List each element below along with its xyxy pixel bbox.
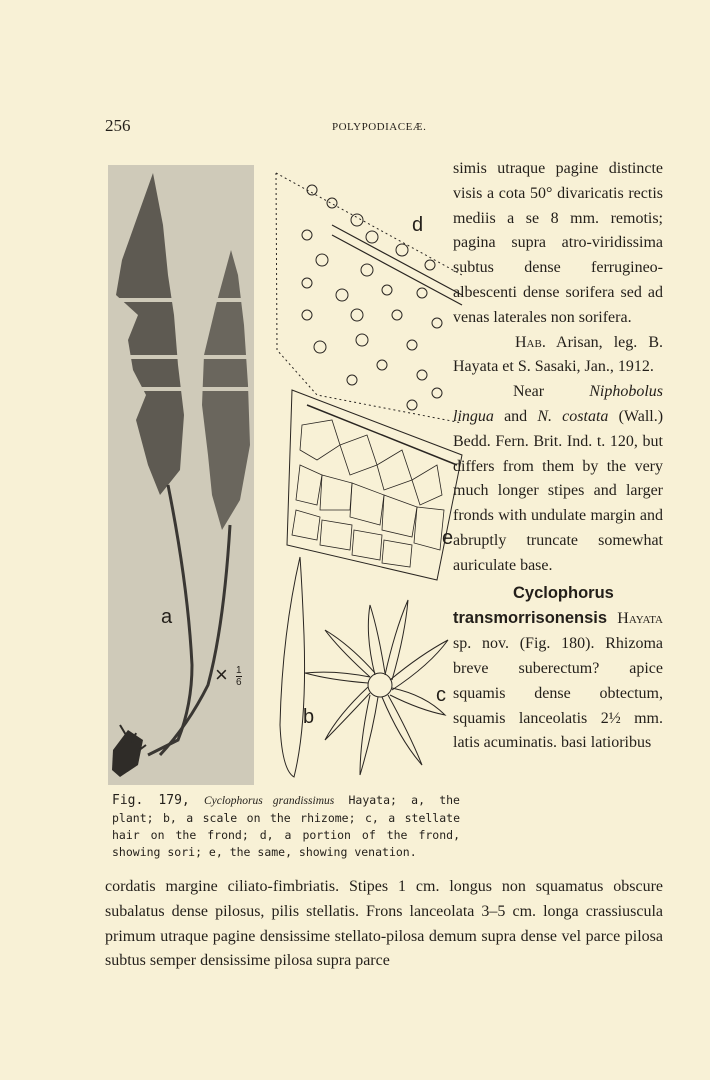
note-rest: (Wall.) Bedd. Fern. Brit. Ind. t. 120, but differs from them by the very much longer stipes and larger fronds with undulate margin and abruptly truncate somewhat auriculate base. bbox=[453, 407, 664, 574]
habitat-paragraph bbox=[453, 331, 663, 381]
species-name: Cyclophorus transmorrisonensis bbox=[453, 583, 614, 628]
plant-photograph bbox=[108, 165, 254, 785]
scale-denominator: 6 bbox=[235, 676, 242, 688]
right-column bbox=[453, 157, 663, 756]
scale-x: × bbox=[215, 662, 228, 687]
figure-label-b: b bbox=[303, 706, 315, 728]
species-paragraph bbox=[453, 581, 663, 757]
scale-indicator bbox=[215, 662, 242, 688]
running-head: POLYPODIACEÆ. bbox=[332, 121, 427, 133]
note-near: Near bbox=[513, 383, 545, 401]
scale-numerator: 1 bbox=[235, 664, 242, 676]
figure-label-a: a bbox=[161, 606, 173, 628]
figure-label-c: c bbox=[436, 684, 446, 706]
note-species-1: Niphobolus lingua bbox=[453, 383, 663, 425]
page-number: 256 bbox=[105, 116, 131, 135]
note-paragraph bbox=[453, 380, 663, 578]
full-width-text bbox=[105, 875, 663, 974]
caption-fig-number: Fig. 179, bbox=[112, 793, 190, 808]
description-paragraph: simis utraque pagine distincte visis a cota 50° divaricatis rectis mediis a se 8 mm. remotis; pagina supra atro-viridissima subtus dense ferrugineo-albescenti dense sorifera sed ad venas laterales non sorifera. bbox=[453, 160, 663, 326]
note-species-2: N. costata bbox=[537, 407, 609, 425]
figure-caption bbox=[112, 792, 460, 861]
species-author: Hayata bbox=[617, 610, 663, 628]
caption-species: Cyclophorus grandissimus bbox=[203, 795, 335, 807]
figure-label-e: e bbox=[442, 527, 454, 549]
continuation-paragraph: cordatis margine ciliato-fimbriatis. Stipes 1 cm. longus non squamatus obscure subalatus dense pilosus, pilis stellatis. Frons lanceolata 3–5 cm. longa crassiuscula primum utraque pagine densissime stellato-pilosa demum supra dense vel parce pilosa subtus semper densissime pilosa supra parce bbox=[105, 878, 663, 970]
note-and: and bbox=[504, 407, 528, 425]
species-text: sp. nov. (Fig. 180). Rhizoma breve suberectum? apice squamis dense obtectum, squamis lanceolatis 2½ mm. latis acuminatis. basi latioribus bbox=[453, 635, 663, 752]
hab-text: Arisan, leg. B. Hayata et S. Sasaki, Jan., 1912. bbox=[453, 333, 663, 376]
caption-text: Hayata; a, the plant; b, a scale on the rhizome; c, a stellate hair on the frond; d, a portion of the frond, showing sori; e, the same, showing venation. bbox=[112, 793, 460, 859]
figure-label-d: d bbox=[412, 214, 424, 236]
hab-label: Hab. bbox=[515, 333, 546, 351]
